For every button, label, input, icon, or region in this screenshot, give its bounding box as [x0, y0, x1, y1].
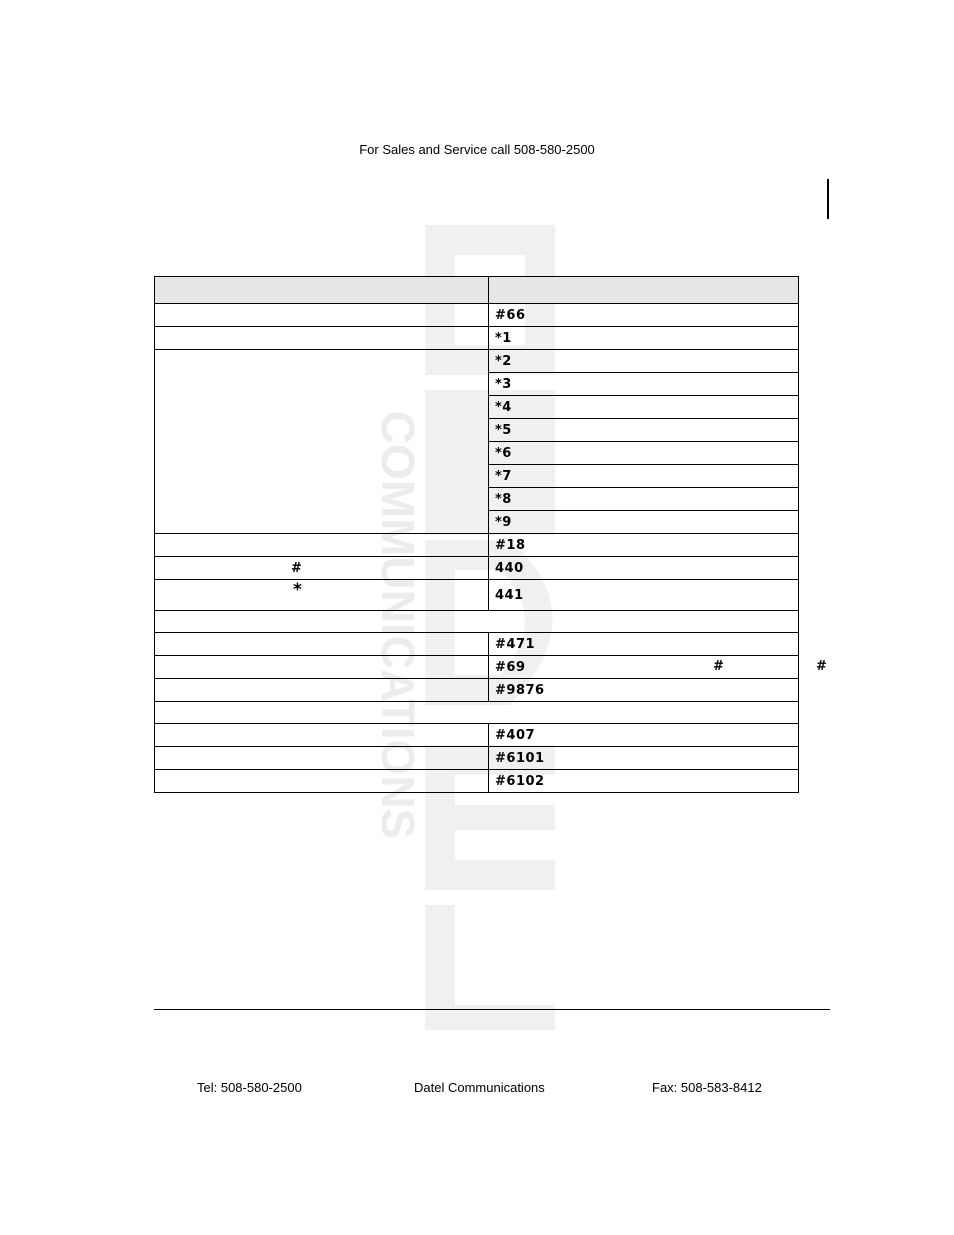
feature-code-cell — [489, 419, 799, 442]
feature-code: *3 — [495, 377, 512, 392]
table-row — [155, 633, 799, 656]
feature-code-cell — [489, 534, 799, 557]
table-row — [155, 747, 799, 770]
table-row — [155, 580, 799, 611]
feature-code: *6 — [495, 446, 512, 461]
feature-label-group — [155, 350, 489, 534]
pound-symbol: # — [816, 659, 827, 674]
table-row — [155, 656, 799, 679]
table-row — [155, 327, 799, 350]
feature-label — [155, 327, 489, 350]
feature-code: 441 — [495, 588, 524, 603]
feature-codes-table — [154, 276, 827, 793]
feature-code-cell — [489, 442, 799, 465]
table-row — [155, 350, 799, 373]
feature-label — [155, 304, 489, 327]
watermark-letter-l — [425, 905, 555, 1030]
feature-code-cell — [489, 747, 799, 770]
footer-fax: Fax: 508-583-8412 — [652, 1080, 762, 1095]
sales-service-line: For Sales and Service call 508-580-2500 — [359, 142, 595, 157]
change-bar — [827, 179, 829, 219]
footer-telephone: Tel: 508-580-2500 — [197, 1080, 302, 1095]
feature-code-cell — [489, 350, 799, 373]
feature-code-cell — [489, 770, 799, 793]
feature-label — [155, 534, 489, 557]
feature-code-cell — [489, 724, 799, 747]
feature-code-cell — [489, 373, 799, 396]
feature-code-cell — [489, 557, 799, 580]
table-header-row — [155, 277, 799, 304]
feature-code: *2 — [495, 354, 512, 369]
table-row — [155, 534, 799, 557]
feature-code-cell — [489, 396, 799, 419]
feature-code-cell — [489, 656, 827, 679]
feature-code: *9 — [495, 515, 512, 530]
table-row — [155, 557, 799, 580]
feature-label — [155, 633, 489, 656]
feature-code: #18 — [495, 538, 526, 553]
feature-code-cell — [489, 465, 799, 488]
footer-company: Datel Communications — [414, 1080, 545, 1095]
table-row — [155, 724, 799, 747]
feature-code: *4 — [495, 400, 512, 415]
feature-code: #66 — [495, 308, 526, 323]
feature-code: #9876 — [495, 683, 545, 698]
feature-label — [155, 747, 489, 770]
feature-code-cell — [489, 580, 799, 611]
feature-code-cell — [489, 488, 799, 511]
feature-label — [155, 580, 489, 611]
feature-code: #69 — [495, 660, 526, 675]
feature-label — [155, 656, 489, 679]
section-row — [155, 611, 799, 633]
pound-symbol: # — [291, 561, 302, 576]
feature-code-cell — [489, 304, 799, 327]
feature-code: #6101 — [495, 751, 545, 766]
watermark-side-text: COMMUNICATIONS — [372, 410, 424, 840]
feature-code: #407 — [495, 728, 536, 743]
feature-code: #471 — [495, 637, 536, 652]
feature-code-cell — [489, 327, 799, 350]
table-row — [155, 770, 799, 793]
feature-code-cell — [489, 511, 799, 534]
section-heading — [155, 702, 799, 724]
feature-code: 440 — [495, 561, 524, 576]
feature-code-cell — [489, 633, 799, 656]
feature-code-cell — [489, 679, 799, 702]
section-row — [155, 702, 799, 724]
feature-label — [155, 557, 489, 580]
table-row — [155, 679, 799, 702]
feature-code: *8 — [495, 492, 512, 507]
column-header-code — [489, 277, 799, 304]
pound-symbol: # — [713, 659, 724, 674]
feature-code: *5 — [495, 423, 512, 438]
column-header-feature — [155, 277, 489, 304]
feature-label — [155, 679, 489, 702]
section-heading — [155, 611, 799, 633]
feature-label — [155, 724, 489, 747]
feature-code: #6102 — [495, 774, 545, 789]
feature-code: *7 — [495, 469, 512, 484]
table-row — [155, 304, 799, 327]
feature-label — [155, 770, 489, 793]
feature-code: *1 — [495, 331, 512, 346]
star-symbol: * — [293, 580, 302, 600]
footer-divider — [154, 1009, 830, 1010]
